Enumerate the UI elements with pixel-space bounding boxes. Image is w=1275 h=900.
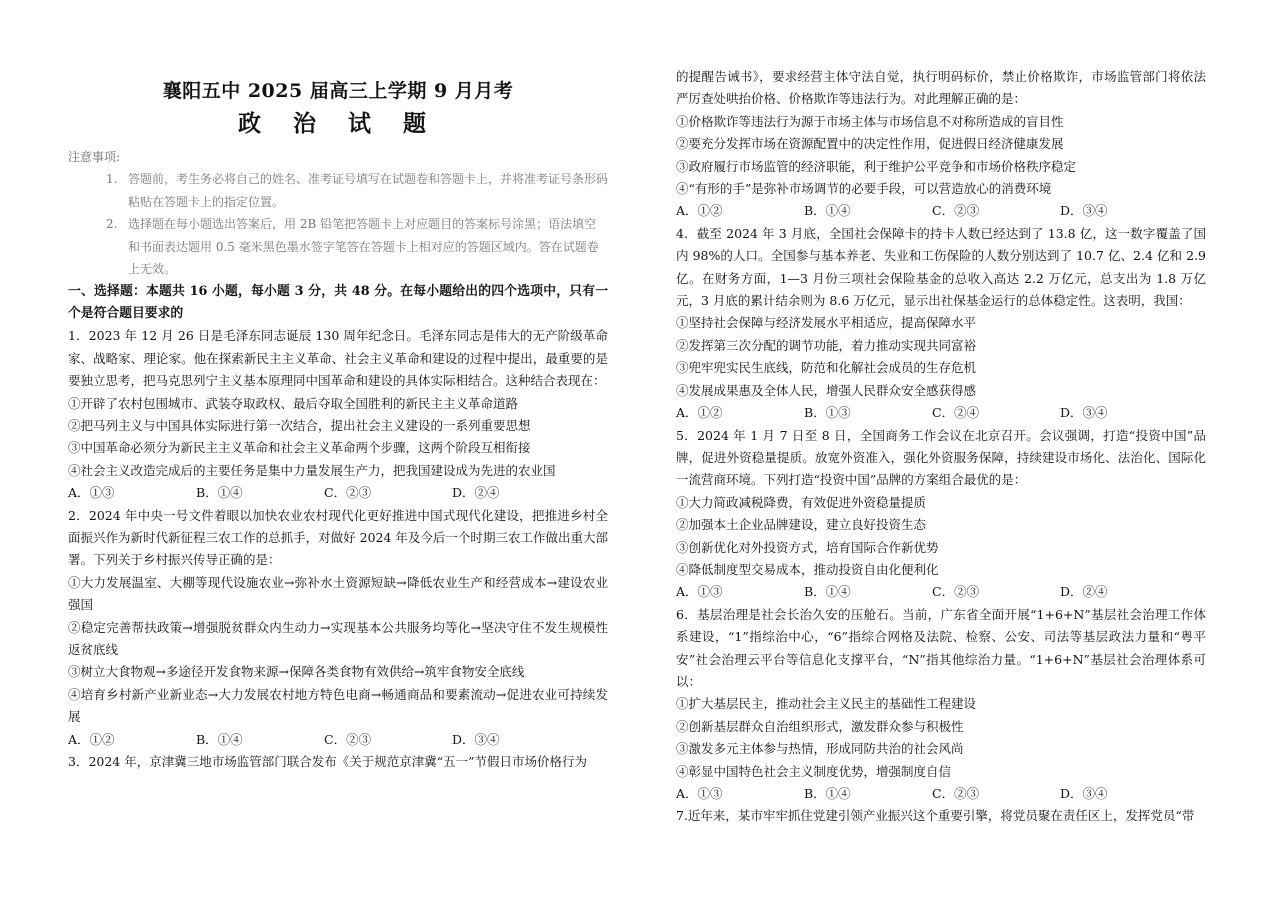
answer-choice: A．①②: [676, 203, 723, 219]
section-heading: 一、选择题：本题共 16 小题，每小题 3 分，共 48 分。在每小题给出的四个选项中，只有一个是符合题目要求的: [68, 283, 608, 321]
question-option: ②创新基层群众自治组织形式，激发群众参与积极性: [676, 718, 964, 734]
answer-choice: D．③④: [1060, 405, 1108, 421]
question-option: ④彰显中国特色社会主义制度优势，增强制度自信: [676, 763, 952, 779]
answer-choice: B．①③: [804, 405, 851, 421]
answer-choices: [68, 729, 608, 751]
answer-choice: B．①④: [804, 786, 851, 801]
answer-choice: A．①③: [676, 786, 723, 801]
question-stem: 7.近年来，某市牢牢抓住党建引领产业振兴这个重要引擎，将党员聚在责任区上，发挥党员“带: [676, 808, 1195, 824]
exam-title: 襄阳五中 2025 届高三上学期 9 月月考: [162, 80, 514, 102]
question-option: ③中国革命必须分为新民主主义革命和社会主义革命两个步骤，这两个阶段互相衔接: [68, 440, 531, 456]
answer-choices: [676, 581, 1206, 603]
answer-choice: A．①③: [676, 584, 723, 600]
question-option: ②稳定完善帮扶政策→增强脱贫群众内生动力→实现基本公共服务均等化→坚决守住不发生规模性返贫底线: [68, 619, 608, 657]
question-stem: 2．2024 年中央一号文件着眼以加快农业农村现代化更好推进中国式现代化建设，把推进乡村全面振兴作为新时代新征程三农工作的总抓手，对做好 2024 年及今后一个时期三农工作做出重大部署。下列关于乡村振兴传导正确的是：: [68, 507, 608, 568]
answer-choice: D．②④: [1060, 584, 1108, 600]
answer-choice: C．②③: [932, 584, 980, 600]
question-option: ④社会主义改造完成后的主要任务是集中力量发展生产力，把我国建设成为先进的农业国: [68, 462, 556, 478]
question-option: ②加强本土企业品牌建设，建立良好投资生态: [676, 517, 927, 533]
answer-choice: B．①④: [804, 584, 851, 600]
notice-item-number: 1.: [106, 172, 118, 186]
notice-item: [68, 213, 608, 281]
question-stem: 1．2023 年 12 月 26 日是毛泽东同志诞辰 130 周年纪念日。毛泽东同志是伟大的无产阶级革命家、战略家、理论家。他在探索新民主主义革命、社会主义革命和建设的过程中提出，最重要的是要独立思考，把马克思列宁主义基本原理同中国革命和建设的具体实际相结合。这种结合表现在：: [68, 328, 608, 389]
notice-item-text: 答题前，考生务必将自己的姓名、准考证号填写在试题卷和答题卡上，并将准考证号条形码粘贴在答题卡上的指定位置。: [128, 172, 609, 209]
answer-choices: [68, 482, 608, 504]
question-stem: 的提醒告诫书》，要求经营主体守法自觉，执行明码标价，禁止价格欺诈，市场监管部门将依法严厉查处哄抬价格、价格欺诈等违法行为。对此理解正确的是：: [676, 69, 1206, 107]
question-stem: 3．2024 年，京津冀三地市场监管部门联合发布《关于规范京津冀“五一”节假日市场价格行为: [68, 754, 588, 770]
question-option: ③创新优化对外投资方式，培育国际合作新优势: [676, 539, 939, 555]
question-stem: 5．2024 年 1 月 7 日至 8 日，全国商务工作会议在北京召开。会议强调，打造“投资中国”品牌，促进外资稳量提质。放宽外资准入，强化外资服务保障，持续建设市场化、法治化、国际化一流营商环境。下列打造“投资中国”品牌的方案组合最优的是：: [676, 427, 1206, 488]
notice-item: [68, 168, 608, 213]
right-column: [676, 66, 1206, 828]
notice-item-text: 选择题在每小题选出答案后，用 2B 铅笔把答题卡上对应题目的答案标号涂黑；语法填空和书面表达题用 0.5 毫米黑色墨水签字笔答在答题卡上相对应的答题区域内。答在试题卷上无效。: [128, 217, 599, 276]
question-option: ②把马列主义与中国具体实际进行第一次结合，提出社会主义建设的一系列重要思想: [68, 417, 531, 433]
answer-choice: A．①③: [68, 485, 115, 501]
answer-choices: [676, 402, 1206, 424]
question-option: ①大力简政减税降费，有效促进外资稳量提质: [676, 494, 927, 510]
answer-choice: B．①④: [196, 731, 243, 747]
answer-choice: D．③④: [452, 731, 500, 747]
answer-choice: B．①④: [196, 485, 243, 501]
answer-choice: A．①②: [676, 405, 723, 421]
answer-choices: [676, 783, 1206, 805]
question-option: ①开辟了农村包围城市、武装夺取政权、最后夺取全国胜利的新民主主义革命道路: [68, 395, 519, 411]
answer-choice: C．②③: [932, 786, 980, 801]
question-option: ③政府履行市场监管的经济职能，利于维护公平竞争和市场价格秩序稳定: [676, 158, 1077, 174]
answer-choice: C．②③: [324, 731, 372, 747]
question-stem: 6．基层治理是社会长治久安的压舱石。当前，广东省全面开展“1+6+N”基层社会治理工作体系建设，“1”指综治中心，“6”指综合网格及法院、检察、公安、司法等基层政法力量和“粤平安”社会治理云平台等信息化支撑平台，“N”指其他综治力量。“1+6+N”基层社会治理体系可以：: [676, 606, 1206, 689]
answer-choice: C．②④: [932, 405, 980, 421]
question-option: ④“有形的手”是弥补市场调节的必要手段，可以营造放心的消费环境: [676, 181, 1052, 197]
question-option: ①大力发展温室、大棚等现代设施农业→弥补水土资源短缺→降低农业生产和经营成本→建设农业强国: [68, 574, 608, 613]
question-option: ②发挥第三次分配的调节功能，着力推动实现共同富裕: [676, 337, 977, 353]
question-option: ③激发多元主体参与热情，形成同防共治的社会风尚: [676, 741, 964, 757]
question-option: ④降低制度型交易成本，推动投资自由化便利化: [676, 561, 939, 577]
question-option: ③树立大食物观→多途径开发食物来源→保障各类食物有效供给→筑牢食物安全底线: [68, 664, 525, 680]
question-stem: 4．截至 2024 年 3 月底，全国社会保障卡的持卡人数已经达到了 13.8 亿，这一数字覆盖了国内 98%的人口。全国参与基本养老、失业和工伤保险的人数分别达到了 10.7 亿、2.4 亿和 2.9 亿。在财务方面，1—3 月份三项社会保险基金的总收入高达 2.2 万亿元，总支出为 1.8 万亿元，3 月底的累计结余则为 8.6 万亿元，显示出社保基金运行的总体稳定性。这表明，我国：: [676, 225, 1206, 309]
answer-choice: B．①④: [804, 203, 851, 219]
notice-heading: 注意事项:: [68, 150, 121, 164]
answer-choice: A．①②: [68, 731, 115, 747]
answer-choice: D．③④: [1060, 203, 1108, 219]
question-option: ④发展成果惠及全体人民，增强人民群众安全感获得感: [676, 382, 977, 398]
question-option: ②要充分发挥市场在资源配置中的决定性作用，促进假日经济健康发展: [676, 136, 1064, 152]
answer-choice: C．②③: [324, 485, 372, 501]
question-option: ③兜牢兜实民生底线，防范和化解社会成员的生存危机: [676, 360, 977, 376]
question-option: ①价格欺诈等违法行为源于市场主体与市场信息不对称所造成的盲目性: [676, 113, 1064, 129]
answer-choices: [676, 200, 1206, 222]
question-option: ①坚持社会保障与经济发展水平相适应，提高保障水平: [676, 315, 977, 331]
answer-choice: D．③④: [1060, 786, 1108, 801]
question-option: ①扩大基层民主，推动社会主义民主的基础性工程建设: [676, 696, 977, 712]
answer-choice: C．②③: [932, 203, 980, 219]
question-option: ④培育乡村新产业新业态→大力发展农村地方特色电商→畅通商品和要素流动→促进农业可持续发展: [68, 686, 608, 725]
left-column: [68, 78, 608, 773]
notice-item-number: 2.: [106, 217, 118, 231]
subject-title: 政 治 试 题: [237, 110, 439, 137]
answer-choice: D．②④: [452, 485, 500, 501]
